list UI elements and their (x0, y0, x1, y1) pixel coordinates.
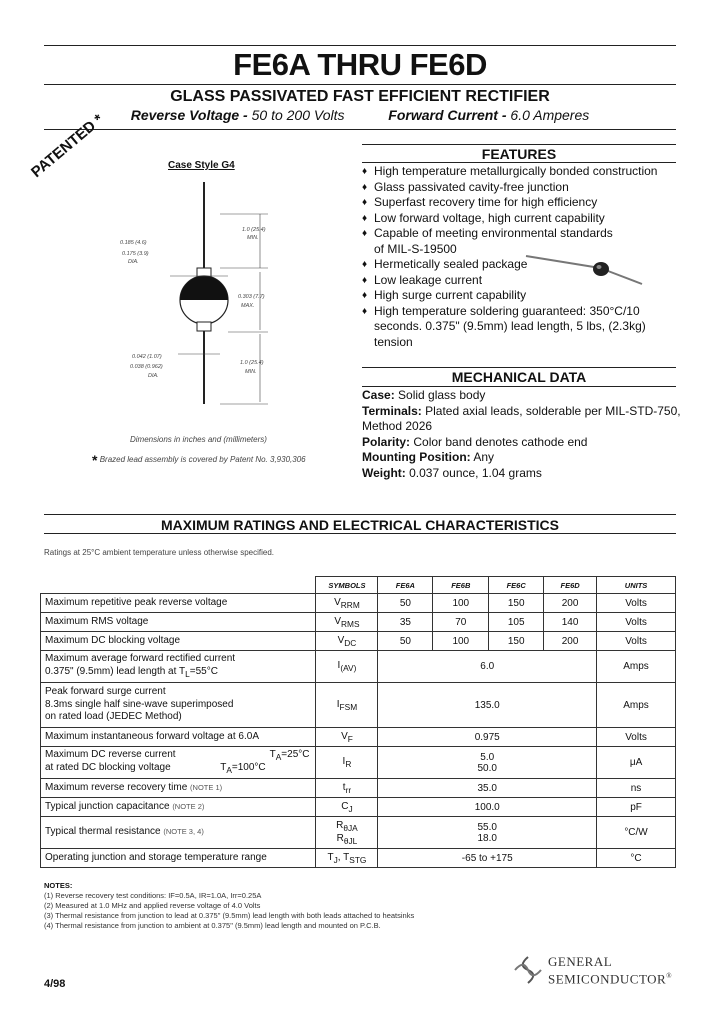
col-units: UNITS (597, 577, 676, 594)
dim-body-dia-2: 0.175 (3.9) (122, 251, 149, 257)
table-row: Maximum RMS voltage $V_{RMS}$ 35 70 105 140 Volts (41, 613, 676, 632)
table-row: Operating junction and storage temperature range $T_J$, $T_{STG}$ -65 to +175 °C (41, 849, 676, 868)
feature-item: ♦ Capable of meeting environmental standards of MIL-S-19500 (362, 226, 613, 256)
features-top-rule (362, 144, 676, 145)
table-row: Maximum DC blocking voltage $V_{DC}$ 50 100 150 200 Volts (41, 632, 676, 651)
mech-terminals: Terminals: Plated axial leads, solderable per MIL-STD-750, Method 2026 (362, 403, 681, 433)
col-fe6c: FE6C (489, 577, 544, 594)
features-title: FEATURES (481, 146, 557, 162)
mech-polarity: Polarity: Color band denotes cathode end (362, 434, 588, 449)
mech-weight: Weight: 0.037 ounce, 1.04 grams (362, 465, 542, 480)
date-code: 4/98 (44, 978, 66, 990)
ratings-top-rule (44, 514, 676, 515)
company-name: GENERAL SEMICONDUCTOR® (548, 954, 673, 987)
patent-note-text: Brazed lead assembly is covered by Patent No. 3,930,306 (99, 455, 306, 465)
headline-ratings (0, 107, 720, 123)
table-row: Maximum reverse recovery time (NOTE 1) $t_{rr}$ 35.0 ns (41, 779, 676, 798)
feature-item: ♦ Hermetically sealed package (362, 257, 528, 271)
table-row: Typical junction capacitance (NOTE 2) $C_J$ 100.0 pF (41, 798, 676, 817)
cathode-band (180, 276, 228, 300)
patented-stamp: PATENTED * (28, 111, 107, 182)
mech-case: Case: Solid glass body (362, 388, 486, 402)
ratings-table (40, 576, 676, 868)
feature-item: ♦ Superfast recovery time for high efficiency (362, 195, 598, 209)
mech-mounting: Mounting Position: Any (362, 450, 494, 464)
page-title: FE6A THRU FE6D (233, 47, 487, 82)
table-row: Maximum DC reverse current $T_A=25^\circ C$ at rated DC blocking voltage $T_A=100^\circ C$ $I_R$ 5.0 50.0 μA (41, 747, 676, 779)
ambient-note: Ratings at 25°C ambient temperature unless otherwise specified. (44, 548, 274, 557)
top-rule (44, 45, 676, 46)
notes-heading: NOTES: (44, 881, 73, 890)
dim-min-label: MIN. (247, 235, 259, 241)
col-symbols: SYMBOLS (316, 577, 378, 594)
ratings-title-rule (44, 533, 676, 534)
table-row: Typical thermal resistance (NOTE 3, 4) $R_{\theta JA}$ $R_{\theta JL}$ 55.0 18.0 °C/W (41, 817, 676, 849)
feature-item: ♦ High surge current capability (362, 288, 527, 302)
feature-item: ♦ High temperature soldering guaranteed: 350°C/10 seconds. 0.375" (9.5mm) lead length, 5 lbs, (2.3kg) tension (362, 303, 646, 349)
notes-section (44, 881, 414, 931)
note-item: (3) Thermal resistance from junction to lead at 0.375" (9.5mm) lead length with both leads attached to heatsinks (44, 911, 415, 920)
note-item: (4) Thermal resistance from junction to ambient at 0.375" (9.5mm) lead length and mounted on P.C.B. (44, 921, 381, 930)
feature-item: ♦ Low forward voltage, high current capability (362, 210, 605, 225)
features-title-rule (362, 162, 676, 163)
dim-lead-dia-label: DIA. (148, 373, 159, 379)
lower-slug (197, 322, 211, 331)
max-ratings-title: MAXIMUM RATINGS AND ELECTRICAL CHARACTERISTICS (161, 517, 559, 533)
feature-item: ♦ Low leakage current (362, 272, 483, 287)
dim-body-length: 0.303 (7.7) (238, 294, 265, 300)
dim-body-dia-1: 0.185 (4.6) (120, 240, 147, 246)
mechanical-data-title: MECHANICAL DATA (451, 369, 587, 385)
note-item: (1) Reverse recovery test conditions: IF=0.5A, IR=1.0A, Irr=0.25A (44, 891, 262, 900)
reverse-voltage-label: Reverse Voltage - (130, 107, 248, 123)
table-header-row (41, 577, 676, 594)
general-semiconductor-logo-icon (513, 955, 543, 985)
axial-diode-photo (524, 252, 644, 288)
forward-current-label: Forward Current - (388, 107, 507, 123)
dim-lead-dia-2: 0.038 (0.962) (130, 364, 163, 370)
dim-max-label: MAX. (241, 303, 255, 309)
header-bottom-rule (44, 129, 676, 130)
patent-star: * (92, 452, 98, 468)
table-row: Peak forward surge current 8.3ms single half sine-wave superimposed on rated load (JEDEC Method) $I_{FSM}$ 135.0 Amps (41, 683, 676, 728)
mechanical-data (362, 388, 682, 481)
table-row: Maximum average forward rectified current 0.375" (9.5mm) lead length at $T_L=55^\circ C$ $I_{(AV)}$ 6.0 Amps (41, 651, 676, 683)
title-rule (44, 84, 676, 85)
dim-lead-length: 1.0 (25.4) (242, 227, 266, 233)
table-row: Maximum instantaneous forward voltage at 6.0A $V_F$ 0.975 Volts (41, 728, 676, 747)
mech-title-rule (362, 386, 676, 387)
dim-lower-lead-length: 1.0 (25.4) (240, 360, 264, 366)
feature-item: ♦ Glass passivated cavity-free junction (362, 179, 569, 194)
dim-lower-min-label: MIN. (245, 369, 257, 375)
diode-outline-drawing (120, 172, 310, 412)
forward-current-value: 6.0 Amperes (510, 107, 590, 123)
case-style-label: Case Style G4 (168, 160, 235, 171)
dim-lead-dia-1: 0.042 (1.07) (132, 354, 162, 360)
reverse-voltage-value: 50 to 200 Volts (251, 107, 345, 123)
mech-top-rule (362, 367, 676, 368)
dimensions-note: Dimensions in inches and (millimeters) (130, 435, 267, 444)
col-fe6d: FE6D (544, 577, 597, 594)
table-row: Maximum repetitive peak reverse voltage $V_{RRM}$ 50 100 150 200 Volts (41, 594, 676, 613)
dim-dia-label: DIA. (128, 259, 139, 265)
note-item: (2) Measured at 1.0 MHz and applied reverse voltage of 4.0 Volts (44, 901, 261, 910)
col-fe6a: FE6A (378, 577, 433, 594)
product-subtitle: GLASS PASSIVATED FAST EFFICIENT RECTIFIER (170, 88, 550, 105)
col-fe6b: FE6B (433, 577, 489, 594)
feature-item: ♦ High temperature metallurgically bonded construction (362, 164, 658, 178)
patent-note (92, 452, 306, 468)
